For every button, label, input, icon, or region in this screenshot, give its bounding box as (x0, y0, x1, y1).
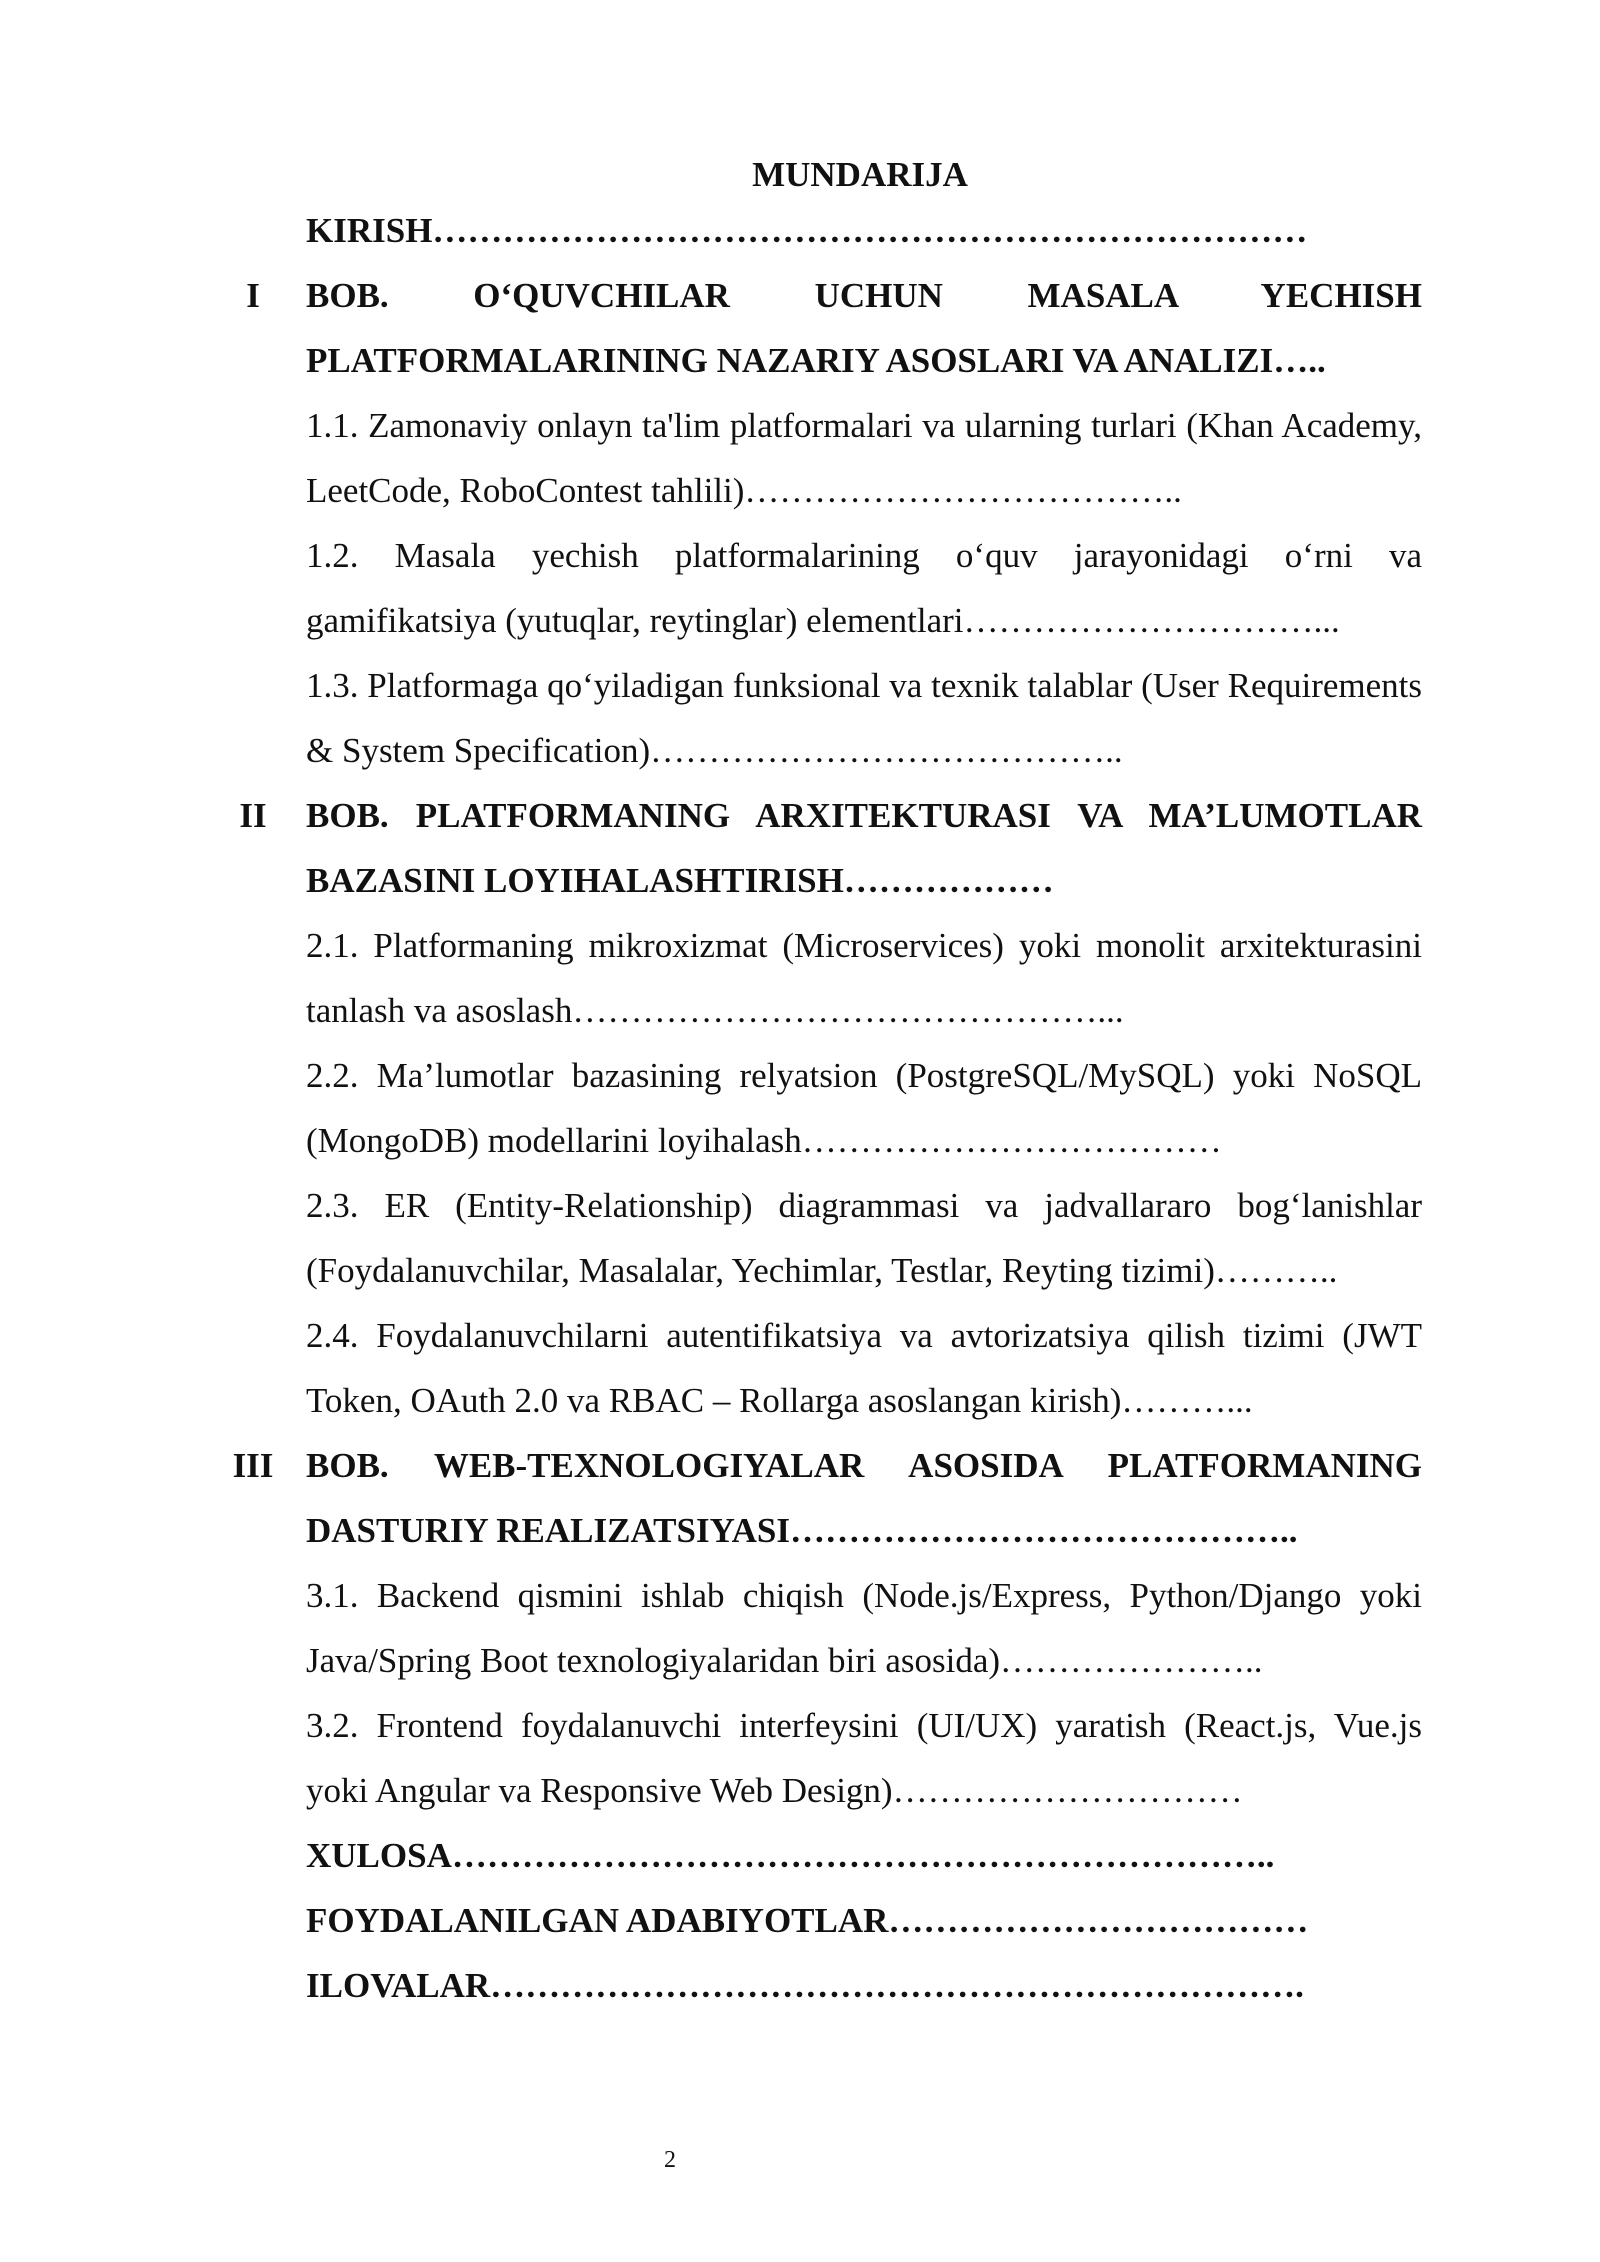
toc-entry-title: 2.2. Ma’lumotlar bazasining relyatsion (PostgreSQL/MySQL) yoki NoSQL (MongoDB) modellarini loyihalash……………………………… (306, 1056, 1422, 1160)
toc-entry-title: BOB. WEB-TEXNOLOGIYALAR ASOSIDA PLATFORMANING DASTURIY REALIZATSIYASI…………………………………….. (306, 1446, 1422, 1550)
toc-entry-chapter-1 (200, 263, 1422, 393)
toc-entry-title: BOB. O‘QUVCHILAR UCHUN MASALA YECHISH PLATFORMALARINING NAZARIY ASOSLARI VA ANALIZI….. (306, 276, 1422, 380)
toc-entry-title: XULOSA…………………………………………………………….. (306, 1836, 1275, 1875)
toc-entry-section-2-2 (200, 1043, 1422, 1173)
toc-entry-conclusion (200, 1823, 1422, 1888)
toc-entry-title: 3.2. Frontend foydalanuvchi interfeysini (UI/UX) yaratish (React.js, Vue.js yoki Angular va Responsive Web Design)………………………… (306, 1706, 1422, 1810)
toc-entry-title: 2.4. Foydalanuvchilarni autentifikatsiya va avtorizatsiya qilish tizimi (JWT Token, OAuth 2.0 va RBAC – Rollarga asoslangan kirish)………... (306, 1316, 1422, 1420)
toc-entry-introduction (200, 198, 1422, 263)
chapter-number: I (246, 276, 260, 315)
toc-entry-section-1-1 (200, 393, 1422, 523)
toc-entry-title: KIRISH………………………………………………………………… (306, 211, 1308, 250)
table-of-contents (200, 198, 1422, 2018)
toc-entry-title: 2.1. Platformaning mikroxizmat (Microservices) yoki monolit arxitekturasini tanlash va asoslash………………………………………... (306, 926, 1422, 1030)
toc-entry-chapter-2 (200, 783, 1422, 913)
chapter-number: III (232, 1446, 274, 1485)
toc-entry-section-2-1 (200, 913, 1422, 1043)
page-title: MUNDARIJA (752, 155, 968, 194)
toc-entry-appendices (200, 1953, 1422, 2018)
toc-entry-title: BOB. PLATFORMANING ARXITEKTURASI VA MA’LUMOTLAR BAZASINI LOYIHALASHTIRISH……………… (306, 796, 1422, 900)
toc-entry-title: FOYDALANILGAN ADABIYOTLAR……………………………… (306, 1901, 1309, 1940)
toc-entry-title: 1.1. Zamonaviy onlayn ta'lim platformalari va ularning turlari (Khan Academy, LeetCode, RoboContest tahlili)……………………………….. (306, 406, 1422, 510)
toc-entry-title: 1.2. Masala yechish platformalarining o‘quv jarayonidagi o‘rni va gamifikatsiya (yutuqlar, reytinglar) elementlari…………………………... (306, 536, 1422, 640)
toc-entry-section-3-2 (200, 1693, 1422, 1823)
toc-entry-title: 3.1. Backend qismini ishlab chiqish (Node.js/Express, Python/Django yoki Java/Spring Boot texnologiyalaridan biri asosida)………………….. (306, 1576, 1422, 1680)
toc-entry-section-2-3 (200, 1173, 1422, 1303)
toc-entry-section-3-1 (200, 1563, 1422, 1693)
toc-entry-title: ILOVALAR……………………………………………………………. (306, 1966, 1304, 2005)
page-number: 2 (664, 2147, 676, 2173)
toc-entry-title: 1.3. Platformaga qo‘yiladigan funksional va texnik talablar (User Requirements & System Specification)………………………………….. (306, 666, 1422, 770)
toc-entry-section-2-4 (200, 1303, 1422, 1433)
toc-entry-section-1-2 (200, 523, 1422, 653)
toc-entry-title: 2.3. ER (Entity-Relationship) diagrammasi va jadvallararo bog‘lanishlar (Foydalanuvchilar, Masalalar, Yechimlar, Testlar, Reyting tizimi)……….. (306, 1186, 1422, 1290)
toc-entry-chapter-3 (200, 1433, 1422, 1563)
toc-entry-references (200, 1888, 1422, 1953)
chapter-number: II (239, 796, 267, 835)
toc-entry-section-1-3 (200, 653, 1422, 783)
